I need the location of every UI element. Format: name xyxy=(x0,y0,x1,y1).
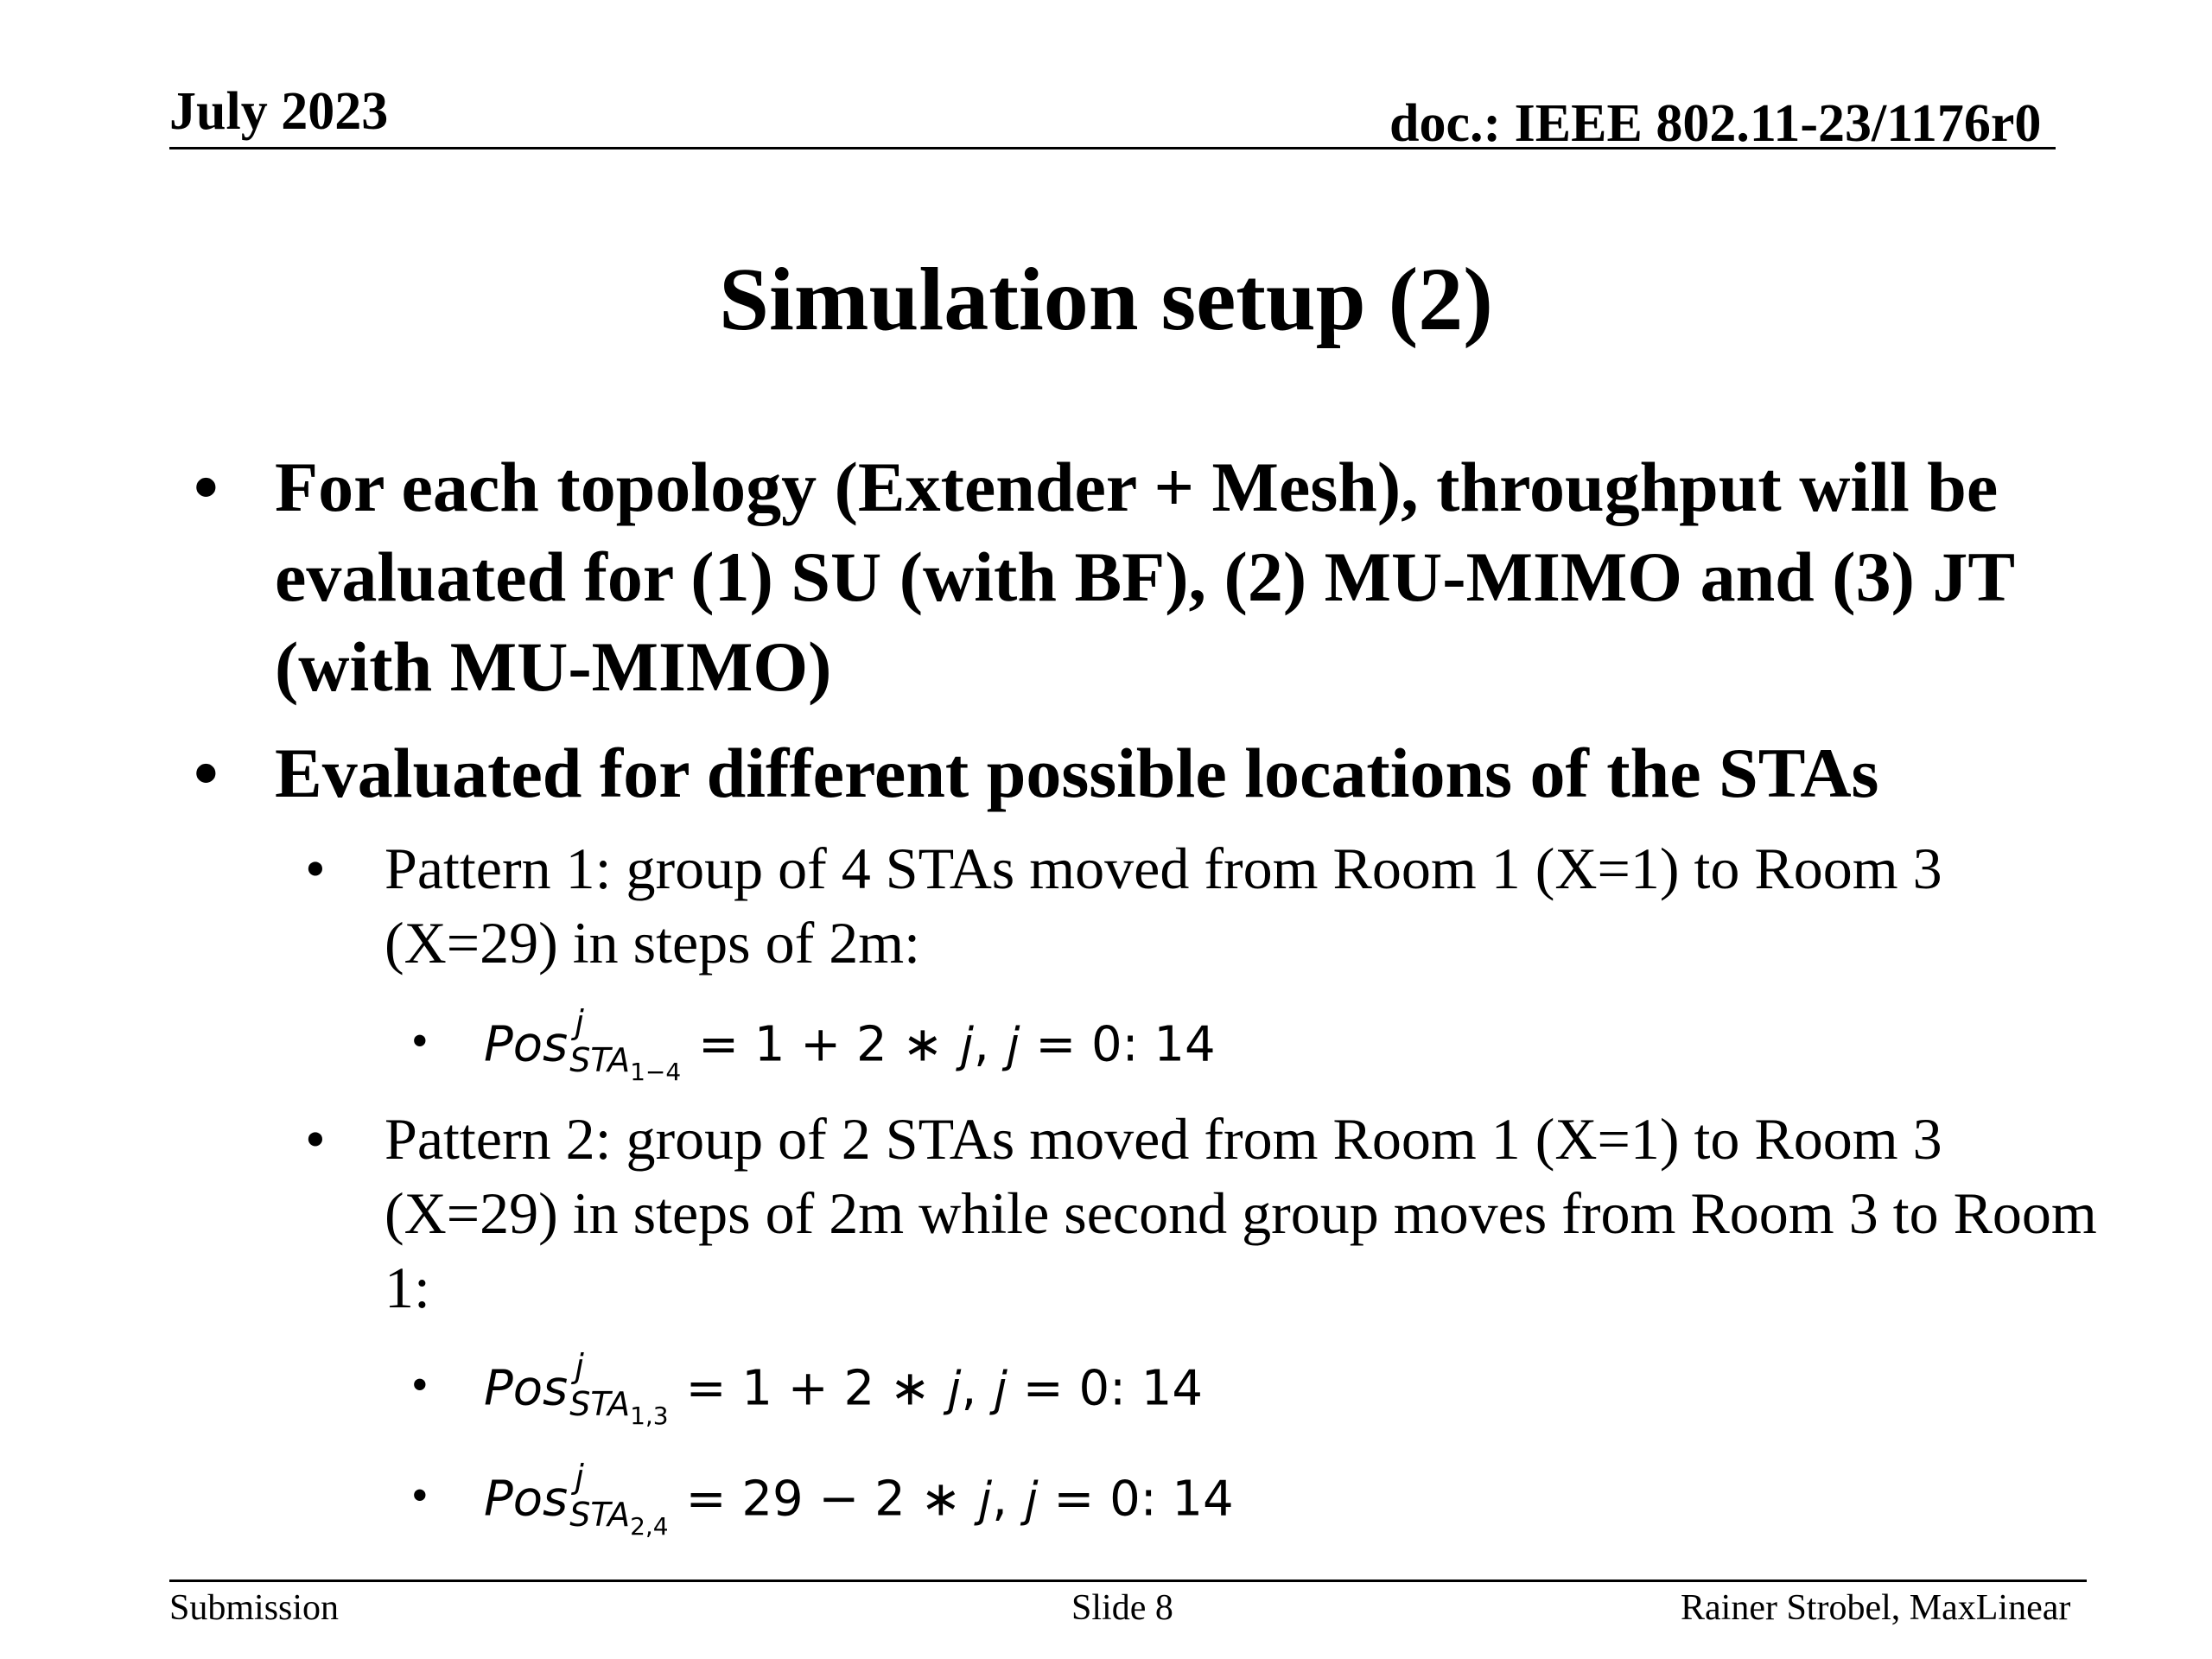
formula-subscript-base: STA xyxy=(569,1496,631,1534)
formula-superscript: j xyxy=(575,1003,584,1041)
bullet-dot: • xyxy=(194,448,219,526)
header-divider xyxy=(169,147,2056,149)
formula-subscript-index: 2,4 xyxy=(630,1512,669,1541)
formula-subscript xyxy=(569,1498,668,1539)
formula-superscript: j xyxy=(575,1347,584,1385)
formula-superscript: j xyxy=(575,1458,584,1496)
formula-rhs: = 1 + 2 ∗ 𝑗, 𝑗 = 0: 14 xyxy=(685,1360,1204,1417)
bullet-text: Evaluated for different possible locations of the STAs xyxy=(275,734,1879,812)
formula-subscript-index: 1,3 xyxy=(630,1402,669,1430)
formula-subscript xyxy=(569,1385,669,1430)
formula-scripts xyxy=(569,1003,682,1086)
formula-subscript-base: STA xyxy=(569,1041,631,1079)
bullet-dot: • xyxy=(305,836,326,901)
bullet-dot: • xyxy=(305,1106,326,1172)
formula-rhs: = 1 + 2 ∗ 𝑗, 𝑗 = 0: 14 xyxy=(698,1016,1216,1073)
formula-scripts xyxy=(569,1458,669,1541)
bullet-dot: • xyxy=(411,1358,429,1412)
formula-pattern-1 xyxy=(411,1003,1216,1086)
slide-title: Simulation setup (2) xyxy=(719,250,1493,349)
formula-base: Pos xyxy=(484,1360,569,1417)
formula-pattern-2b xyxy=(411,1458,1234,1541)
formula-subscript-base: STA xyxy=(569,1385,631,1423)
footer-divider xyxy=(169,1580,2087,1582)
subbullet-pattern-1 xyxy=(305,831,2104,980)
subbullet-pattern-2 xyxy=(305,1102,2104,1325)
formula-subscript-index: 1−4 xyxy=(630,1058,682,1086)
bullet-topology xyxy=(194,442,2107,712)
footer-slide-number: Slide 8 xyxy=(1071,1588,1173,1628)
formula-subscript xyxy=(569,1041,682,1086)
footer-author: Rainer Strobel, MaxLinear xyxy=(1681,1588,2071,1628)
bullet-locations xyxy=(194,728,2107,818)
bullet-text: For each topology (Extender + Mesh), throughput will be evaluated for (1) SU (with BF), (2) MU-MIMO and (3) JT (with MU-MIMO) xyxy=(275,448,2014,706)
formula-base: Pos xyxy=(484,1471,569,1528)
subbullet-text: Pattern 2: group of 2 STAs moved from Room 1 (X=1) to Room 3 (X=29) in steps of 2m while second group moves from Room 3 to Room 1: xyxy=(385,1106,2097,1320)
header-date: July 2023 xyxy=(169,82,389,141)
formula-pattern-2a xyxy=(411,1347,1204,1430)
bullet-dot: • xyxy=(411,1469,429,1522)
footer-submission: Submission xyxy=(169,1588,340,1628)
formula-scripts xyxy=(569,1347,669,1430)
subbullet-text: Pattern 1: group of 4 STAs moved from Room 1 (X=1) to Room 3 (X=29) in steps of 2m: xyxy=(385,836,1942,976)
formula-rhs: = 29 − 2 ∗ 𝑗, 𝑗 = 0: 14 xyxy=(685,1471,1234,1528)
bullet-dot: • xyxy=(411,1014,429,1068)
formula-base: Pos xyxy=(484,1016,569,1073)
header-doc-id: doc.: IEEE 802.11-23/1176r0 xyxy=(1389,94,2042,153)
bullet-dot: • xyxy=(194,734,219,812)
